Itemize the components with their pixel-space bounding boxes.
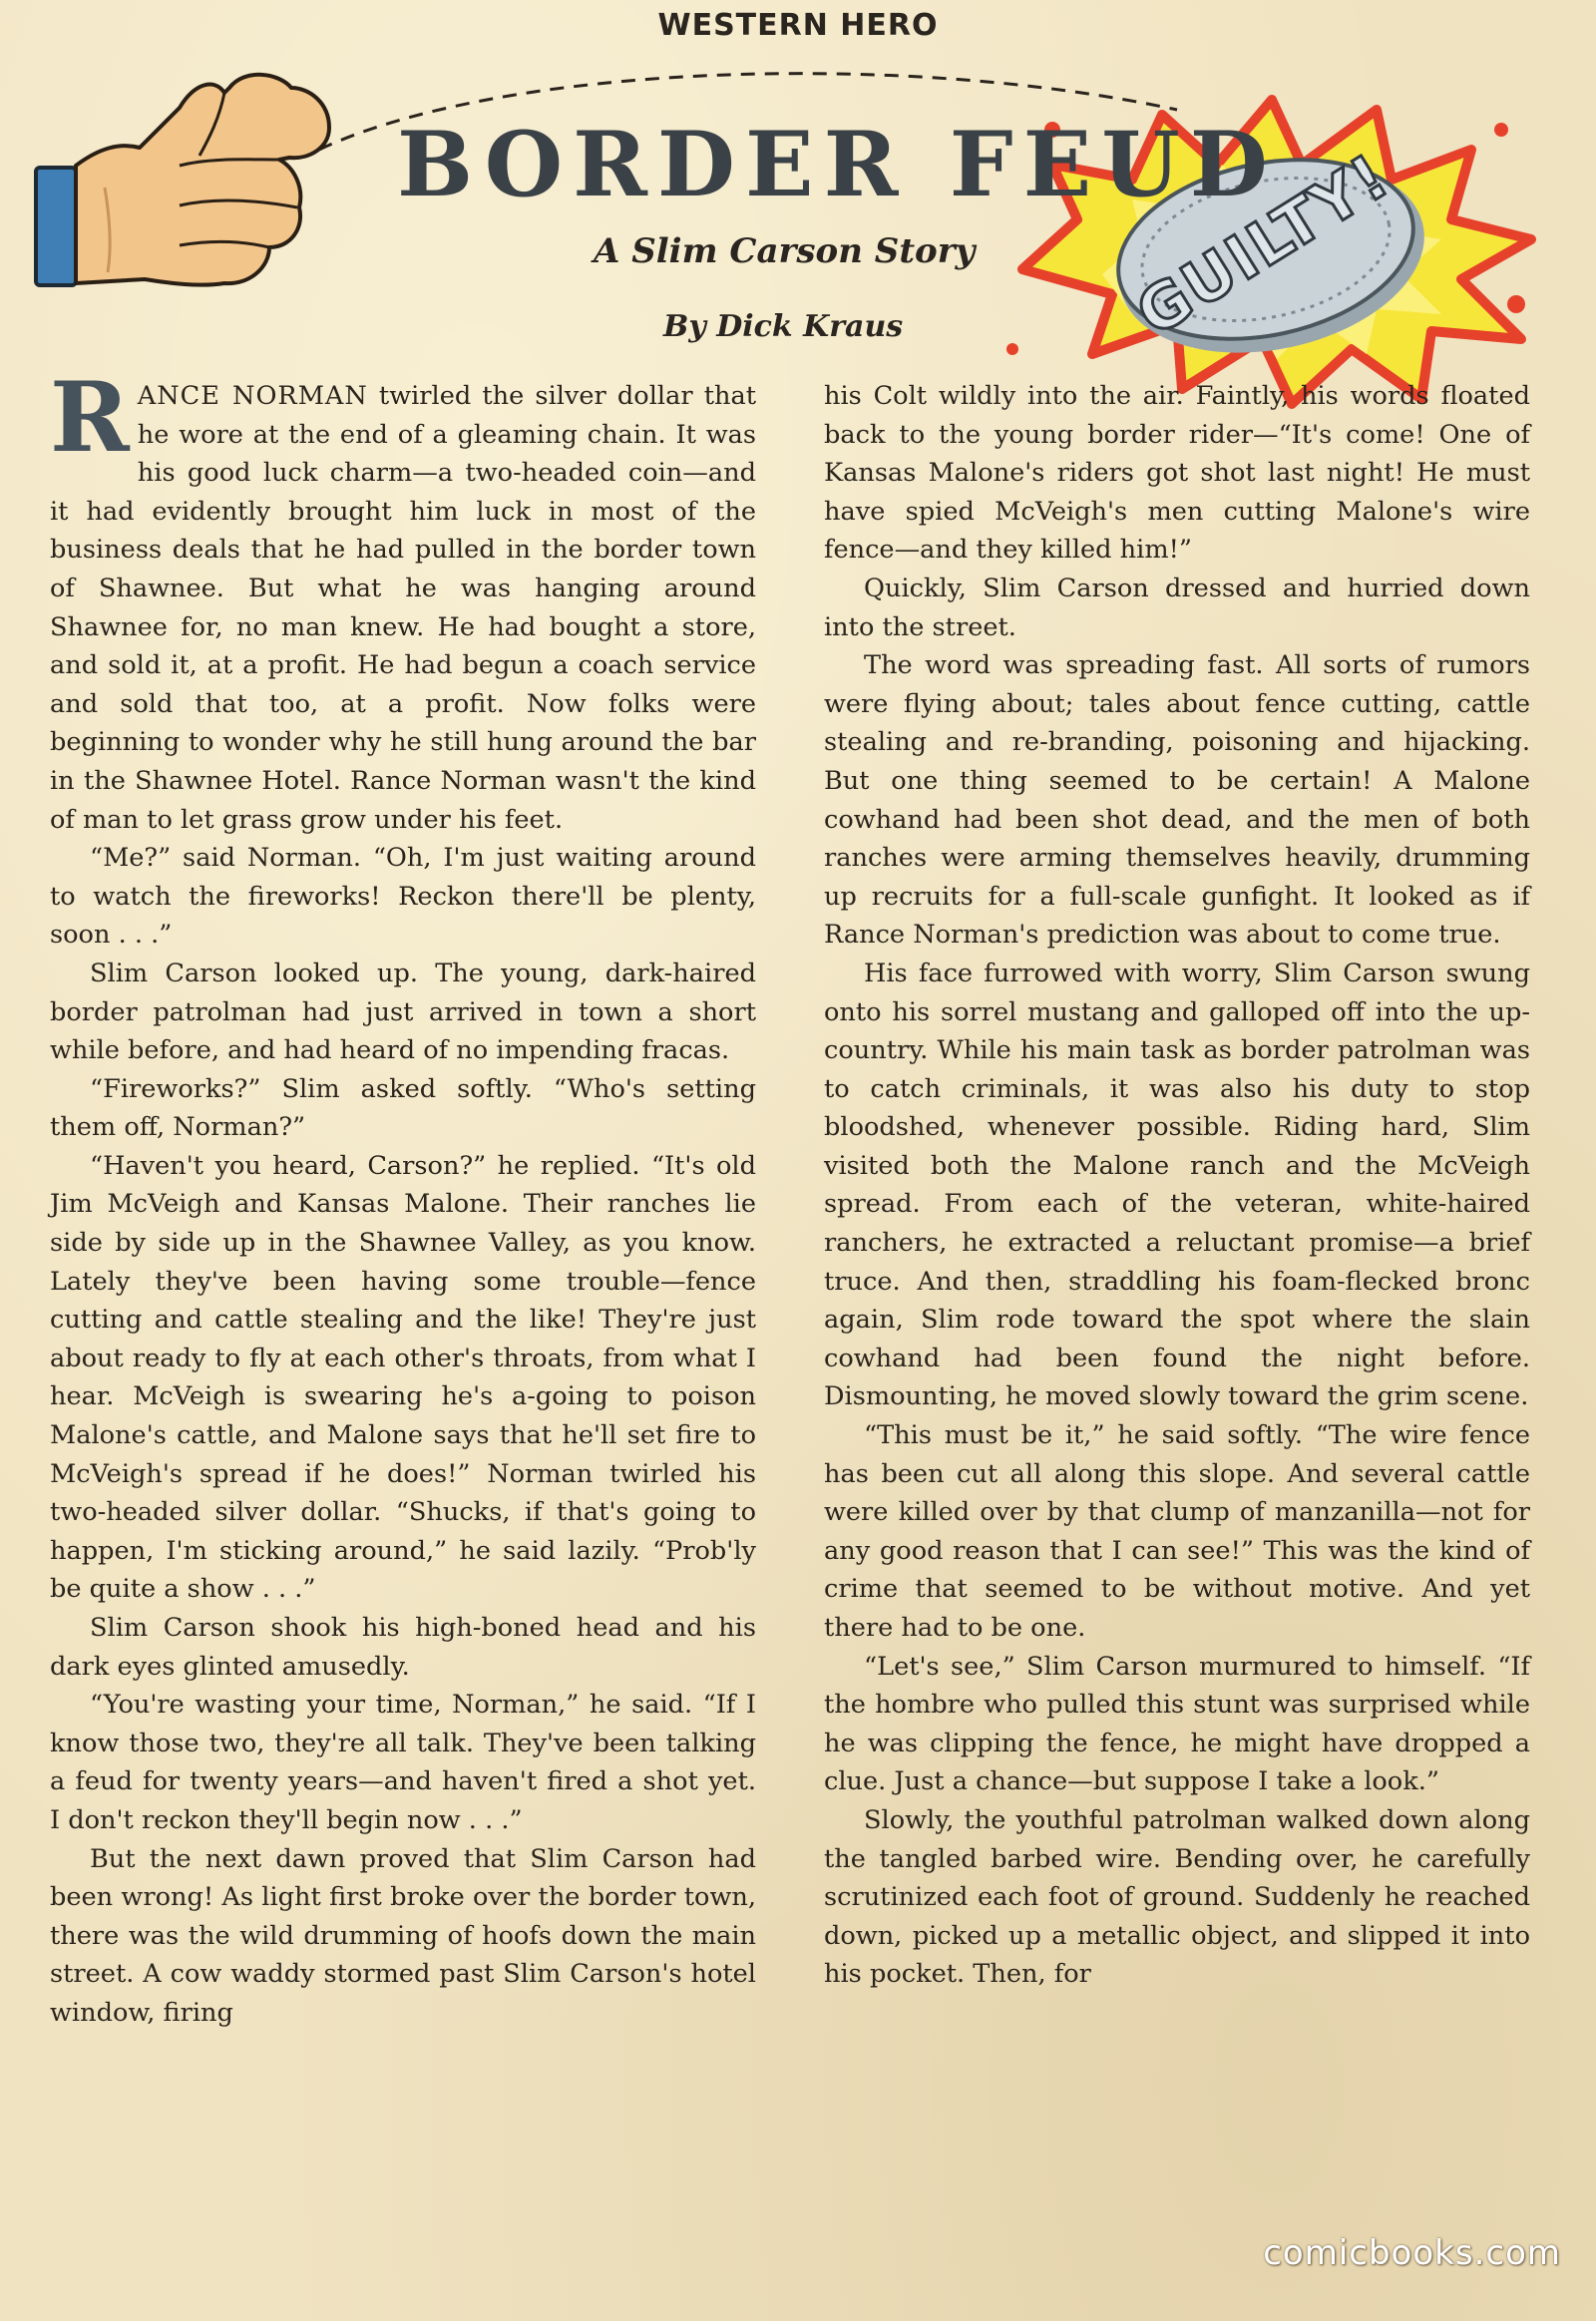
left-column bbox=[50, 361, 757, 2033]
paragraph: “This must be it,” he said softly. “The wire fence has been cut all along this slope. And several cattle were killed over by that clump of manzanilla—not for any good reason that I can see!” This was the kind of crime that seemed to be without motive. And yet there had to be one. bbox=[824, 1420, 1530, 1643]
paragraph bbox=[50, 361, 757, 839]
paragraph: Slim Carson looked up. The young, dark-haired border patrolman had just arrived in town a short while before, and had heard of no impending fracas. bbox=[50, 958, 756, 1066]
paragraph: Quickly, Slim Carson dressed and hurried down into the street. bbox=[824, 573, 1530, 642]
flicking-fist-illustration bbox=[30, 48, 359, 307]
lead-in: ANCE NORMAN bbox=[137, 381, 368, 411]
paragraph: His face furrowed with worry, Slim Carson swung onto his sorrel mustang and galloped off into the up-country. While his main task as border patrolman was to catch criminals, it was also his duty to stop bloodshed, whenever possible. Riding hard, Slim visited both the Malone ranch and the McVeigh spread. From each of the veteran, white-haired ranchers, he extracted a reluctant promise—a brief truce. And then, straddling his foam-flecked bronc again, Slim rode toward the spot where the slain cowhand had been found the night before. Dismounting, he moved slowly toward the grim scene. bbox=[824, 958, 1530, 1412]
paragraph: Slowly, the youthful patrolman walked down along the tangled barbed wire. Bending over, he carefully scrutinized each foot of ground. Suddenly he reached down, picked up a metallic object, and slipped it into his pocket. Then, for bbox=[824, 1804, 1530, 1990]
coin-text: GUILTY! bbox=[1123, 139, 1402, 351]
paragraph: The word was spreading fast. All sorts of rumors were flying about; tales about fence cutting, cattle stealing and re-branding, poisoning and hijacking. But one thing seemed to be certain! A Malone cowhand had been shot dead, and the men of both ranches were arming themselves heavily, drumming up recruits for a full-scale gunfight. It looked as if Rance Norman's prediction was about to come true. bbox=[824, 650, 1530, 951]
paragraph-text: twirled the silver dollar that he wore at the end of a gleaming chain. It was his good luck charm—a two-headed coin—and it had evidently brought him luck in most of the business deals that he had pulled in the border town of Shawnee. But what he was hanging around Shawnee for, no man knew. He had bought a store, and sold it, at a profit. He had begun a coach service and sold that too, at a profit. Now folks were beginning to wonder why he still hung around the bar in the Shawnee Hotel. Rance Norman wasn't the kind of man to let grass grow under his feet. bbox=[50, 381, 757, 835]
story-subtitle: A Slim Carson Story bbox=[594, 231, 976, 271]
paragraph: “Me?” said Norman. “Oh, I'm just waiting around to watch the fireworks! Reckon there'll be plenty, soon . . .” bbox=[50, 843, 756, 951]
right-column bbox=[824, 377, 1530, 1994]
paragraph: “Haven't you heard, Carson?” he replied. “It's old Jim McVeigh and Kansas Malone. Their ranches lie side by side up in the Shawnee Valley, as you know. Lately they've been having some trouble—fence cutting and cattle stealing and the like! They're just about ready to fly at each other's throats, from what I hear. McVeigh is swearing he's a-going to poison Malone's cattle, and Malone says that he'll set fire to McVeigh's spread if he does!” Norman twirled his two-headed silver dollar. “Shucks, if that's going to happen, I'm sticking around,” he said lazily. “Prob'ly be quite a show . . .” bbox=[50, 1150, 756, 1605]
story-byline: By Dick Kraus bbox=[663, 309, 904, 344]
site-watermark: comicbooks.com bbox=[1263, 2233, 1561, 2273]
paragraph: “Let's see,” Slim Carson murmured to himself. “If the hombre who pulled this stunt was surprised while he was clipping the fence, he might have dropped a clue. Just a chance—but suppose I take a look.” bbox=[824, 1651, 1530, 1797]
drop-cap: R bbox=[50, 361, 130, 474]
paragraph: “You're wasting your time, Norman,” he said. “If I know those two, they're all talk. They've been talking a feud for twenty years—and haven't fired a shot yet. I don't reckon they'll begin now . . .” bbox=[50, 1690, 756, 1835]
paragraph: But the next dawn proved that Slim Carson had been wrong! As light first broke over the border town, there was the wild drumming of hoofs down the main street. A cow waddy stormed past Slim Carson's hotel window, firing bbox=[50, 1843, 756, 2028]
fist-icon bbox=[36, 75, 329, 285]
story-title: BORDER FEUD bbox=[397, 112, 1278, 217]
paragraph: “Fireworks?” Slim asked softly. “Who's setting them off, Norman?” bbox=[50, 1073, 756, 1143]
paragraph: Slim Carson shook his high-boned head and his dark eyes glinted amusedly. bbox=[50, 1613, 756, 1682]
running-head: WESTERN HERO bbox=[657, 8, 939, 43]
paragraph: his Colt wildly into the air. Faintly, his words floated back to the young border rider—“It's come! One of Kansas Malone's riders got shot last night! He must have spied McVeigh's men cutting Malone's wire fence—and they killed him!” bbox=[824, 381, 1530, 566]
